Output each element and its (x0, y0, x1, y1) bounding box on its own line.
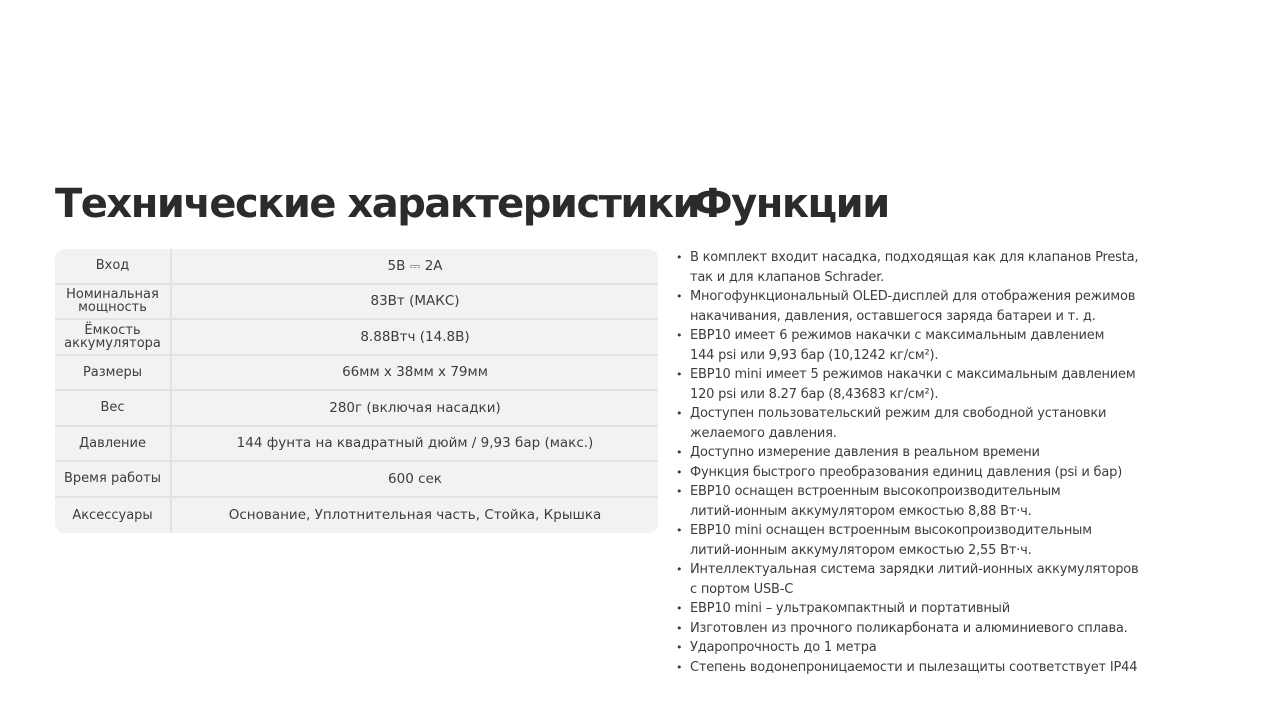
spec-label: Вес (55, 391, 172, 425)
spec-row-dimensions (55, 356, 658, 392)
spec-label: Время работы (55, 462, 172, 496)
feature-item (676, 404, 1266, 443)
spec-value: 66мм x 38мм x 79мм (342, 364, 488, 381)
feature-item (676, 619, 1266, 639)
spec-value: 280г (включая насадки) (329, 399, 501, 416)
spec-label: Вход (55, 249, 172, 283)
bullet-icon: • (676, 524, 683, 537)
feature-text: Степень водонепроницаемости и пылезащиты соответствует IP44 (690, 659, 1138, 675)
bullet-icon: • (676, 368, 683, 381)
bullet-icon: • (676, 602, 683, 615)
spec-label: Давление (55, 427, 172, 461)
spec-row-capacity (55, 320, 658, 356)
feature-item (676, 463, 1266, 483)
feature-item (676, 560, 1266, 599)
bullet-icon: • (676, 563, 683, 576)
feature-text: EBP10 mini – ультракомпактный и портативный (690, 601, 1010, 616)
feature-text: EBP10 mini имеет 5 режимов накачки с максимальным давлением 120 psi или 8.27 бар (8,43683 кг/см²). (690, 367, 1136, 402)
feature-item (676, 658, 1266, 678)
spec-row-weight (55, 391, 658, 427)
feature-text: Функция быстрого преобразования единиц давления (psi и бар) (690, 464, 1123, 480)
spec-row-accessories (55, 498, 658, 534)
spec-row-runtime (55, 462, 658, 498)
bullet-icon: • (676, 465, 683, 479)
feature-text: EBP10 имеет 6 режимов накачки с максимальным давлением 144 psi или 9,93 бар (10,1242 кг/см²). (690, 328, 1105, 363)
spec-label: Размеры (55, 356, 172, 390)
spec-value: Основание, Уплотнительная часть, Стойка, Крышка (228, 507, 602, 524)
bullet-icon: • (676, 641, 683, 654)
feature-text: EBP10 оснащен встроенным высокопроизводительным литий-ионным аккумулятором емкостью 8,88 Вт·ч. (690, 484, 1061, 519)
feature-text: Многофункциональный OLED-дисплей для отображения режимов накачивания, давления, оставшегося заряда батареи и т. д. (690, 289, 1136, 324)
feature-text: Доступен пользовательский режим для свободной установки желаемого давления. (690, 406, 1107, 441)
feature-item (676, 287, 1266, 326)
bullet-icon: • (676, 485, 683, 498)
feature-item (676, 482, 1266, 521)
specs-title: Технические характеристики (55, 181, 700, 227)
specs-table (55, 249, 658, 533)
feature-text: Интеллектуальная система зарядки литий-ионных аккумуляторов с портом USB-C (690, 562, 1139, 597)
feature-item (676, 521, 1266, 560)
feature-item (676, 599, 1266, 619)
feature-text: Ударопрочность до 1 метра (690, 640, 877, 655)
spec-row-power (55, 285, 658, 321)
spec-label: Аксессуары (55, 498, 172, 534)
feature-item (676, 326, 1266, 365)
bullet-icon: • (676, 329, 683, 342)
feature-item (676, 248, 1266, 287)
spec-value: 5В ⎓ 2А (387, 257, 443, 274)
spec-label: Ёмкость аккумулятора (55, 320, 172, 354)
feature-text: Доступно измерение давления в реальном времени (690, 445, 1040, 460)
feature-text: Изготовлен из прочного поликарбоната и алюминиевого сплава. (690, 620, 1128, 636)
bullet-icon: • (676, 251, 683, 264)
feature-text: В комплект входит насадка, подходящая как для клапанов Presta, так и для клапанов Schrader. (690, 250, 1139, 285)
bullet-icon: • (676, 446, 683, 459)
feature-item (676, 443, 1266, 463)
spec-label: Номинальная мощность (55, 285, 172, 319)
spec-value: 144 фунта на квадратный дюйм / 9,93 бар (макс.) (236, 435, 594, 452)
bullet-icon: • (676, 290, 683, 303)
feature-text: EBP10 mini оснащен встроенным высокопроизводительным литий-ионным аккумулятором емкостью 2,55 Вт·ч. (690, 523, 1092, 558)
spec-value: 83Вт (МАКС) (370, 293, 460, 310)
features-title: Функции (693, 181, 889, 227)
feature-item (676, 365, 1266, 404)
bullet-icon: • (676, 621, 683, 635)
spec-value: 600 сек (388, 470, 442, 487)
spec-value: 8.88Втч (14.8В) (360, 328, 470, 345)
feature-item (676, 638, 1266, 658)
spec-row-input (55, 249, 658, 285)
bullet-icon: • (676, 660, 683, 674)
features-list (676, 248, 1266, 677)
bullet-icon: • (676, 407, 683, 420)
spec-row-pressure (55, 427, 658, 463)
